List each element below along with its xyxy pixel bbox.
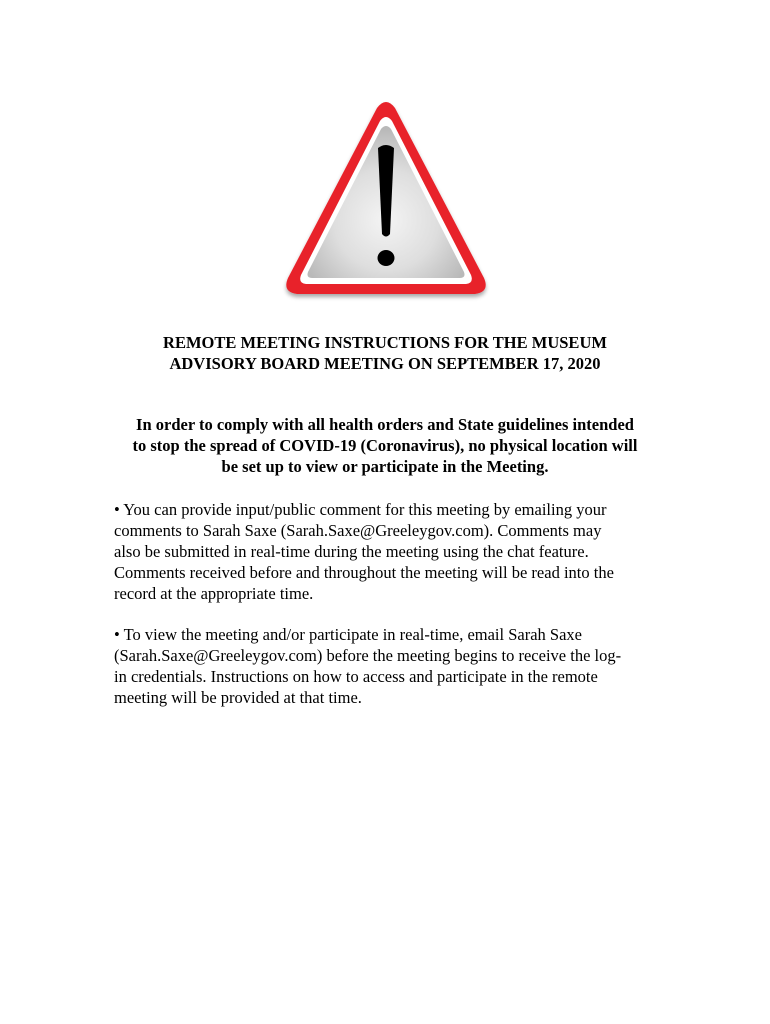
warning-triangle-graphic	[281, 98, 491, 303]
document-title	[100, 332, 670, 374]
title-line: REMOTE MEETING INSTRUCTIONS FOR THE MUSEUM	[163, 333, 607, 352]
intro-line: be set up to view or participate in the Meeting.	[221, 457, 549, 476]
bullet-line: • To view the meeting and/or participate in real-time, email Sarah Saxe	[114, 625, 582, 644]
public-comment-bullet	[114, 499, 674, 604]
bullet-line: record at the appropriate time.	[114, 584, 314, 603]
bullet-line: also be submitted in real-time during the meeting using the chat feature.	[114, 542, 589, 561]
bullet-line: Comments received before and throughout the meeting will be read into the	[114, 563, 614, 582]
bullet-line: comments to Sarah Saxe (Sarah.Saxe@Greeleygov.com). Comments may	[114, 521, 602, 540]
bullet-line: in credentials. Instructions on how to access and participate in the remote	[114, 667, 598, 686]
view-meeting-bullet	[114, 624, 674, 708]
bullet-line: meeting will be provided at that time.	[114, 688, 362, 707]
intro-line: to stop the spread of COVID-19 (Coronavirus), no physical location will	[132, 436, 638, 455]
bullet-line: (Sarah.Saxe@Greeleygov.com) before the meeting begins to receive the log-	[114, 646, 622, 665]
intro-line: In order to comply with all health orders and State guidelines intended	[136, 415, 634, 434]
title-line: ADVISORY BOARD MEETING ON SEPTEMBER 17, 2020	[169, 354, 601, 373]
bullet-line: • You can provide input/public comment for this meeting by emailing your	[114, 500, 607, 519]
warning-icon	[281, 98, 491, 303]
intro-paragraph	[100, 414, 670, 477]
